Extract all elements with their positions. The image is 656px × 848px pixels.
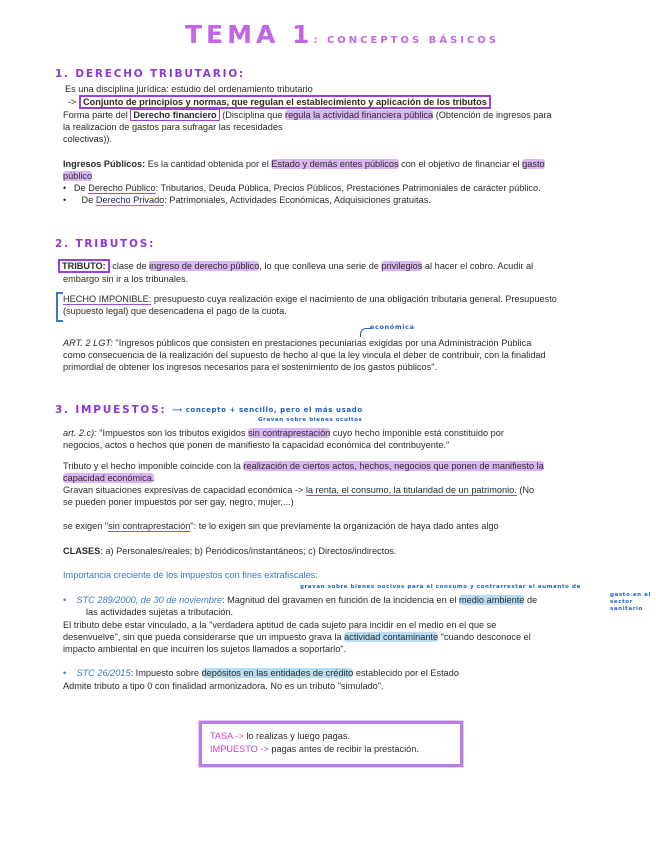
- ingresos-publicos-cont: público: [63, 171, 93, 181]
- note-right-2: gasto en el sector sanitario: [610, 592, 652, 612]
- section-3-heading: 3. IMPUESTOS:: [55, 404, 167, 416]
- gravan-cont: se pueden poner impuestos por ser gay, negro, mujer,...): [63, 497, 294, 507]
- gravan: Gravan situaciones expresivas de capacidad económica -> la renta, el consumo, la titularidad de un patrimonio. (No: [63, 485, 535, 495]
- s1-line3: Forma parte del Derecho financiero (Disciplina que regula la actividad financiera pública (Obtención de ingresos para: [63, 110, 552, 120]
- impuesto-line: IMPUESTO -> pagas antes de recibir la prestación.: [210, 744, 419, 754]
- note-bienes-ocultos: Gravan sobre bienes ocultos: [258, 417, 363, 423]
- page-title: [185, 20, 499, 49]
- art2-lgt-3: primordial de obtener los ingresos necesarios para el sostenimiento de los gastos públicos".: [63, 362, 438, 372]
- definition-box: Conjunto de principios y normas, que regulan el establecimiento y aplicación de los tributos: [79, 95, 491, 109]
- art2c: art. 2.c): "Impuestos son los tributos exigidos sin contraprestación cuyo hecho imponible está constituido por: [63, 428, 504, 438]
- title-sub: : CONCEPTOS BÁSICOS: [313, 35, 499, 46]
- summary-box: [199, 721, 463, 767]
- note-economica: económica: [370, 323, 415, 331]
- bullet-derecho-publico: • De Derecho Público: Tributarios, Deuda Pública, Precios Públicos, Prestaciones Patrimoniales de carácter público.: [63, 183, 541, 193]
- art2-lgt: ART. 2 LGT: "Ingresos públicos que consisten en prestaciones pecuniarias exigidas por una Administración Pública: [63, 338, 532, 348]
- note-arrow: [360, 328, 371, 337]
- s1-line2: -> Conjunto de principios y normas, que regulan el establecimiento y aplicación de los tributos: [68, 97, 491, 109]
- se-exigen: se exigen "sin contraprestación": te lo exigen sin que previamente la organización de haya dado antes algo: [63, 521, 499, 531]
- clases: CLASES: a) Personales/reales; b) Periódicos/instantáneos; c) Directos/indirectos.: [63, 546, 397, 556]
- coincide-cont: capacidad económica.: [63, 473, 155, 483]
- stc-289-cont: las actividades sujetas a tributación.: [86, 607, 234, 617]
- el-tributo-1: El tributo debe estar vinculado, a la "verdadera aptitud de cada sujeto para incidir en el medio en el que se: [63, 620, 497, 630]
- impuestos-note: ⟶ concepto + sencillo, pero el más usado: [172, 406, 363, 414]
- art2c-cont: negocios, actos o hechos que ponen de manifiesto la capacidad económica del contribuyente.": [63, 440, 450, 450]
- tributo-def-cont: embargo sin ir a los tribunales.: [63, 274, 189, 284]
- importancia: Importancia creciente de los impuestos con fines extrafiscales:: [63, 570, 318, 580]
- ingresos-publicos: Ingresos Públicos: Es la cantidad obtenida por el Estado y demás entes públicos con el objetivo de financiar el gasto: [63, 159, 545, 169]
- el-tributo-3: impacto ambiental en que incurren los sujetos llamados a soportarlo".: [63, 644, 347, 654]
- el-tributo-2: desenvuelve", sin que pueda considerarse que un impuesto grava la actividad contaminante "cuando desconoce el: [63, 632, 531, 642]
- stc-289: • STC 289/2000, de 30 de noviembre: Magnitud del gravamen en función de la incidencia en el medio ambiente de: [63, 595, 538, 605]
- s1-line1: Es una disciplina jurídica: estudio del ordenamiento tributario: [65, 84, 313, 94]
- s1-line5: colectivas)).: [63, 134, 113, 144]
- hecho-imponible-cont: (supuesto legal) que desencadena el pago de la cuota.: [63, 306, 287, 316]
- art2-lgt-2: como consecuencia de la realización del supuesto de hecho al que la ley vincula el deber de contribuir, con la finalidad: [63, 350, 546, 360]
- coincide: Tributo y el hecho imponible coincide con la realización de ciertos actos, hechos, negocios que ponen de manifiesto la: [63, 461, 544, 471]
- note-right-1: gravan sobre bienes nocivos para él consumo y contrarrestar el aumento de: [300, 584, 581, 590]
- section-2-heading: 2. TRIBUTOS:: [55, 238, 156, 250]
- tasa-line: TASA -> lo realizas y luego pagas.: [210, 731, 351, 741]
- admite: Admite tributo a tipo 0 con finalidad armonizadora. No es un tributo "simulado".: [63, 681, 384, 691]
- bullet-derecho-privado: • De Derecho Privado: Patrimoniales, Actividades Económicas, Adquisiciones gratuitas.: [63, 195, 431, 205]
- bracket-mark: [56, 292, 63, 322]
- section-1-heading: 1. DERECHO TRIBUTARIO:: [55, 68, 246, 80]
- s1-line4: la realizacion de gastos para sufragar las recesidades: [63, 122, 283, 132]
- title-main: TEMA 1: [185, 20, 314, 49]
- hecho-imponible-def: HECHO IMPONIBLE: presupuesto cuya realización exige el nacimiento de una obligación tributaria general. Presupuesto: [63, 294, 557, 304]
- tributo-def: TRIBUTO: clase de ingreso de derecho público, lo que conlleva una serie de privilegios al hacer el cobro. Acudir al: [58, 261, 533, 273]
- stc-26: • STC 26/2015: Impuesto sobre depósitos en las entidades de crédito establecido por el Estado: [63, 668, 459, 678]
